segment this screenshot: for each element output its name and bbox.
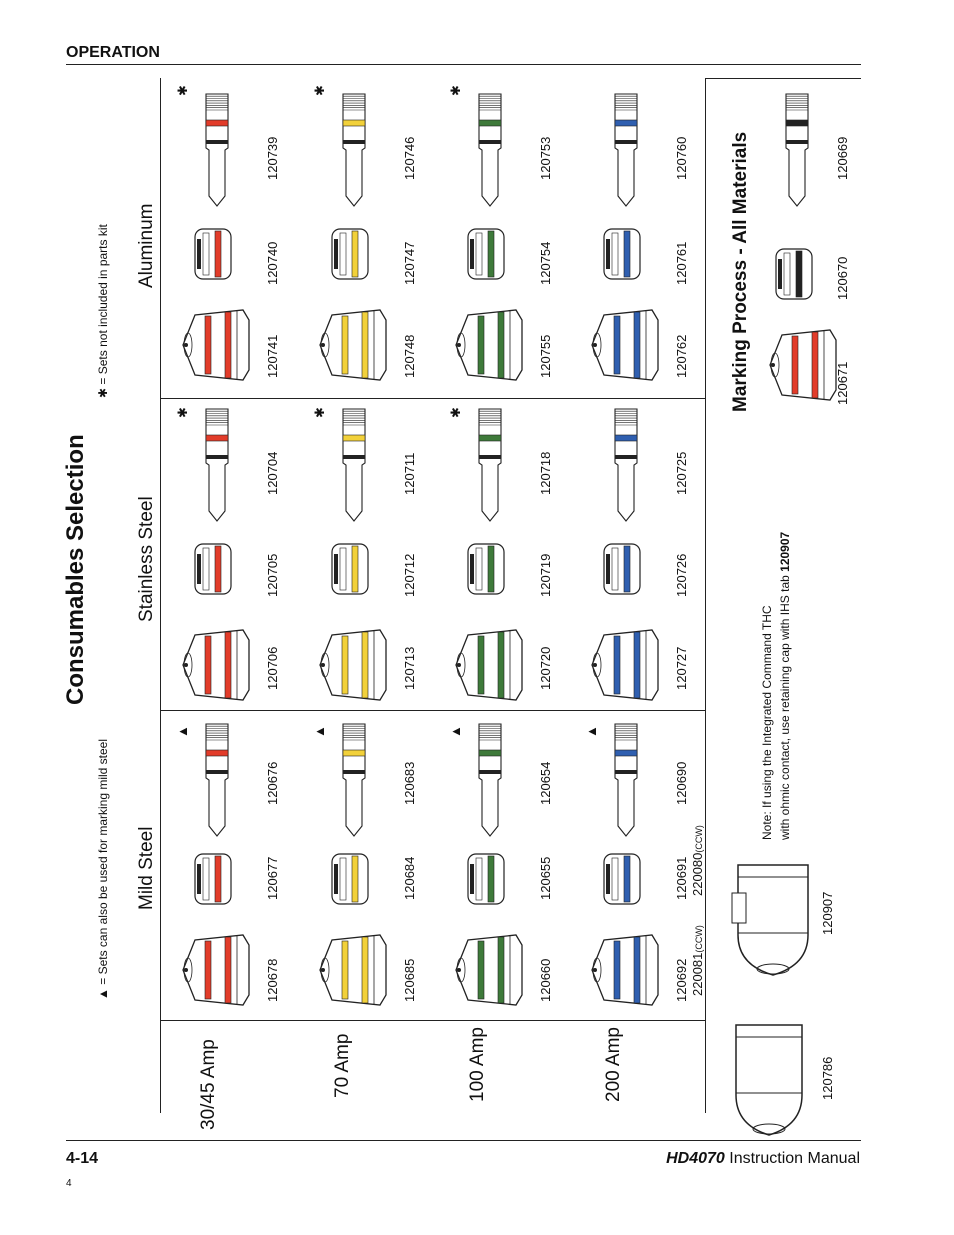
- marking-top-rule: [705, 78, 861, 79]
- brand-name: HD4070: [666, 1150, 725, 1167]
- table-right-rule: [705, 78, 706, 1113]
- shield-drawing: [584, 300, 662, 390]
- part-number: 120747: [402, 241, 417, 285]
- triangle-icon: ▲: [96, 988, 110, 1000]
- column-stainless-steel: Stainless Steel: [136, 496, 157, 622]
- triangle-legend-text: = Sets can also be used for marking mild steel: [96, 738, 110, 985]
- electrode-drawing: [200, 405, 234, 525]
- asterisk-legend: [96, 224, 110, 398]
- ihs-note-part: 120907: [778, 531, 792, 572]
- nozzle-drawing: [462, 850, 510, 908]
- section-header: OPERATION: [66, 44, 160, 61]
- manual-name: [666, 1150, 860, 1168]
- shield-drawing: [584, 620, 662, 710]
- footer-rule: [66, 1140, 861, 1141]
- part-number: 120660: [538, 958, 553, 1002]
- part-number: 120726: [674, 553, 689, 597]
- part-number: 120685: [402, 958, 417, 1002]
- part-number: 120678: [265, 958, 280, 1002]
- part-number: 120748: [402, 334, 417, 378]
- nozzle-drawing: [326, 540, 374, 598]
- marking-part-number: 120669: [835, 136, 850, 180]
- amp-label-200: 200 Amp: [603, 1027, 624, 1102]
- electrode-drawing: [609, 405, 643, 525]
- part-number-ccw: [690, 825, 705, 896]
- electrode-drawing: [200, 720, 234, 840]
- ihs-note-line1: Note: If using the Integrated Command THC: [760, 605, 774, 840]
- part-number: 120725: [674, 451, 689, 495]
- marking-part-number: 120671: [835, 361, 850, 405]
- triangle-icon: ▲: [175, 725, 190, 738]
- shield-drawing: [175, 925, 253, 1015]
- nozzle-drawing: [462, 225, 510, 283]
- part-number: 120691: [674, 856, 689, 900]
- part-number: 120718: [538, 451, 553, 495]
- marking-title: Marking Process - All Materials: [730, 131, 751, 412]
- electrode-drawing: [200, 90, 234, 210]
- nozzle-drawing: [189, 225, 237, 283]
- part-number: 220081: [690, 952, 705, 996]
- part-number: 120706: [265, 646, 280, 690]
- marking-electrode-drawing: [780, 90, 814, 210]
- marking-part-number: 120670: [835, 256, 850, 300]
- triangle-legend: [96, 739, 110, 1000]
- part-number: 120754: [538, 241, 553, 285]
- part-number: 120705: [265, 553, 280, 597]
- retaining-cap-120907-drawing: [728, 855, 823, 980]
- triangle-icon: ▲: [312, 725, 327, 738]
- shield-drawing: [448, 925, 526, 1015]
- page-subnumber: 4: [66, 1178, 72, 1189]
- marking-shield-drawing: [762, 320, 840, 410]
- amp-label-30-45: 30/45 Amp: [198, 1039, 219, 1130]
- nozzle-drawing: [598, 850, 646, 908]
- part-number: 120762: [674, 334, 689, 378]
- shield-drawing: [584, 925, 662, 1015]
- electrode-drawing: [473, 405, 507, 525]
- ccw-label: (CCW): [694, 825, 704, 853]
- part-number: 120739: [265, 136, 280, 180]
- asterisk-icon: ✱: [312, 407, 327, 418]
- nozzle-drawing: [598, 540, 646, 598]
- column-mild-steel: Mild Steel: [136, 826, 157, 910]
- part-number-ccw: [690, 925, 705, 996]
- electrode-drawing: [337, 405, 371, 525]
- part-number: 120727: [674, 646, 689, 690]
- marking-nozzle-drawing: [770, 245, 818, 303]
- part-120786: 120786: [820, 1056, 835, 1100]
- electrode-drawing: [337, 720, 371, 840]
- part-number: 120760: [674, 136, 689, 180]
- header-rule: [66, 64, 861, 65]
- nozzle-drawing: [462, 540, 510, 598]
- page-number: 4-14: [66, 1150, 99, 1167]
- part-number: 120713: [402, 646, 417, 690]
- part-number: 120755: [538, 334, 553, 378]
- ihs-note-text: with ohmic contact, use retaining cap with IHS tab: [778, 575, 792, 840]
- shield-drawing: [448, 620, 526, 710]
- part-120907: 120907: [820, 891, 835, 935]
- page-title: Consumables Selection: [62, 434, 89, 705]
- asterisk-icon: ✱: [96, 387, 110, 398]
- nozzle-drawing: [189, 540, 237, 598]
- part-number: 120692: [674, 958, 689, 1002]
- part-number: 120746: [402, 136, 417, 180]
- ccw-label: (CCW): [694, 925, 704, 953]
- asterisk-icon: ✱: [175, 407, 190, 418]
- shield-drawing: [448, 300, 526, 390]
- shield-drawing: [175, 620, 253, 710]
- nozzle-drawing: [326, 850, 374, 908]
- part-number: 120655: [538, 856, 553, 900]
- electrode-drawing: [473, 90, 507, 210]
- shield-drawing: [312, 925, 390, 1015]
- nozzle-drawing: [598, 225, 646, 283]
- column-divider-2: [160, 398, 705, 399]
- asterisk-icon: ✱: [448, 407, 463, 418]
- part-number: 120719: [538, 553, 553, 597]
- part-number: 120690: [674, 761, 689, 805]
- amp-label-100: 100 Amp: [467, 1027, 488, 1102]
- electrode-drawing: [473, 720, 507, 840]
- part-number: 120741: [265, 334, 280, 378]
- part-number: 120676: [265, 761, 280, 805]
- part-number: 120753: [538, 136, 553, 180]
- triangle-icon: ▲: [584, 725, 599, 738]
- nozzle-drawing: [189, 850, 237, 908]
- retaining-cap-120786-drawing: [728, 1015, 810, 1140]
- part-number: 120761: [674, 241, 689, 285]
- part-number: 120720: [538, 646, 553, 690]
- electrode-drawing: [337, 90, 371, 210]
- amp-label-70: 70 Amp: [332, 1033, 353, 1098]
- manual-label: Instruction Manual: [729, 1150, 860, 1167]
- ihs-note-line2: [778, 532, 792, 840]
- amp-column-rule: [160, 1020, 705, 1021]
- shield-drawing: [312, 300, 390, 390]
- asterisk-legend-text: = Sets not included in parts kit: [96, 224, 110, 385]
- asterisk-icon: ✱: [448, 85, 463, 96]
- triangle-icon: ▲: [448, 725, 463, 738]
- asterisk-icon: ✱: [312, 85, 327, 96]
- part-number: 120711: [402, 452, 417, 495]
- part-number: 120704: [265, 451, 280, 495]
- part-number: 220080: [690, 852, 705, 896]
- column-aluminum: Aluminum: [136, 203, 157, 288]
- part-number: 120712: [402, 553, 417, 597]
- electrode-drawing: [609, 720, 643, 840]
- shield-drawing: [175, 300, 253, 390]
- part-number: 120654: [538, 761, 553, 805]
- asterisk-icon: ✱: [175, 85, 190, 96]
- table-left-rule: [160, 78, 161, 1113]
- part-number: 120684: [402, 856, 417, 900]
- electrode-drawing: [609, 90, 643, 210]
- nozzle-drawing: [326, 225, 374, 283]
- column-divider-1: [160, 710, 705, 711]
- shield-drawing: [312, 620, 390, 710]
- part-number: 120683: [402, 761, 417, 805]
- part-number: 120740: [265, 241, 280, 285]
- part-number: 120677: [265, 856, 280, 900]
